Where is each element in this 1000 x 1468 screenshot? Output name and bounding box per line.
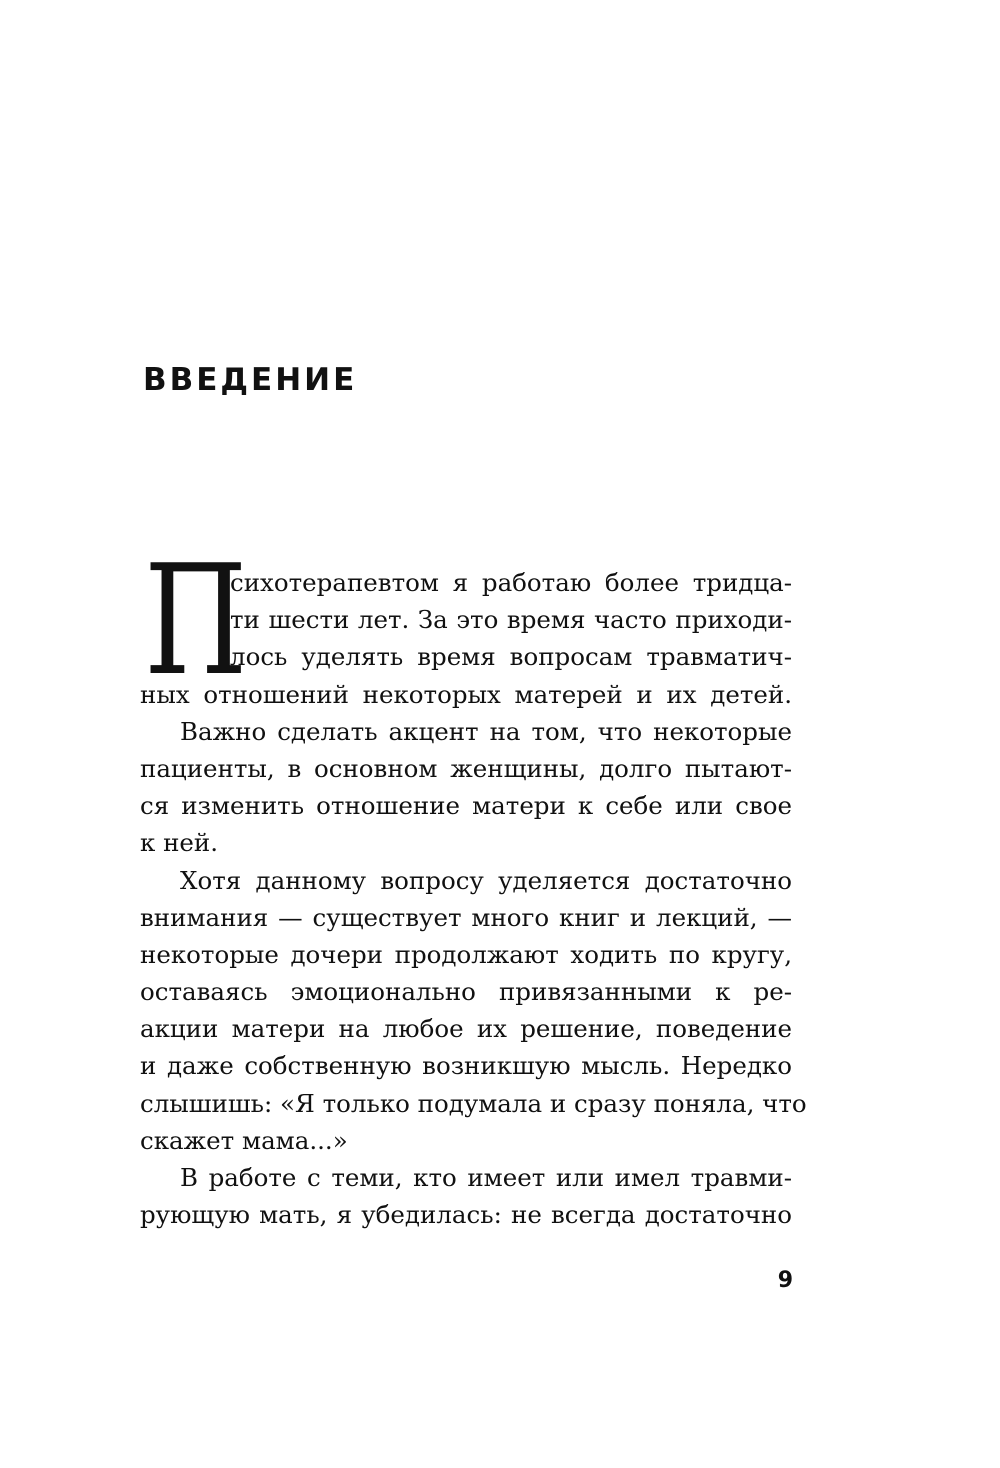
text-line: В работе с теми, кто имеет или имел травми-	[180, 1163, 792, 1192]
text-line: ся изменить отношение матери к себе или свое	[140, 791, 792, 821]
text-line: Важно сделать акцент на том, что некоторые	[180, 716, 792, 746]
body-text	[140, 564, 807, 1233]
text-line: пациенты, в основном женщины, долго пытают-	[140, 753, 792, 783]
text-line: рующую мать, я убедилась: не всегда достаточно	[140, 1200, 792, 1230]
chapter-title: ВВЕДЕНИЕ	[143, 362, 358, 398]
text-line: к ней.	[140, 828, 219, 858]
text-line: и даже собственную возникшую мысль. Нередко	[140, 1051, 792, 1081]
text-line: ти шести лет. За это время часто приходи-	[230, 605, 792, 635]
text-line: скажет мама...»	[140, 1125, 348, 1155]
text-line: внимания — существует много книг и лекций, —	[140, 902, 792, 932]
text-line: сихотерапевтом я работаю более тридца-	[230, 568, 792, 597]
text-line: оставаясь эмоционально привязанными к ре-	[140, 977, 792, 1007]
text-line: Хотя данному вопросу уделяется достаточно	[180, 865, 792, 895]
text-line: лось уделять время вопросам травматич-	[230, 642, 792, 672]
text-line: акции матери на любое их решение, поведение	[140, 1014, 792, 1044]
text-line: ных отношений некоторых матерей и их детей.	[140, 679, 792, 709]
text-line: слышишь: «Я только подумала и сразу поняла, что	[140, 1088, 807, 1118]
page-number: 9	[777, 1268, 793, 1293]
text-line: некоторые дочери продолжают ходить по кругу,	[140, 939, 792, 969]
drop-cap: П	[144, 532, 248, 709]
